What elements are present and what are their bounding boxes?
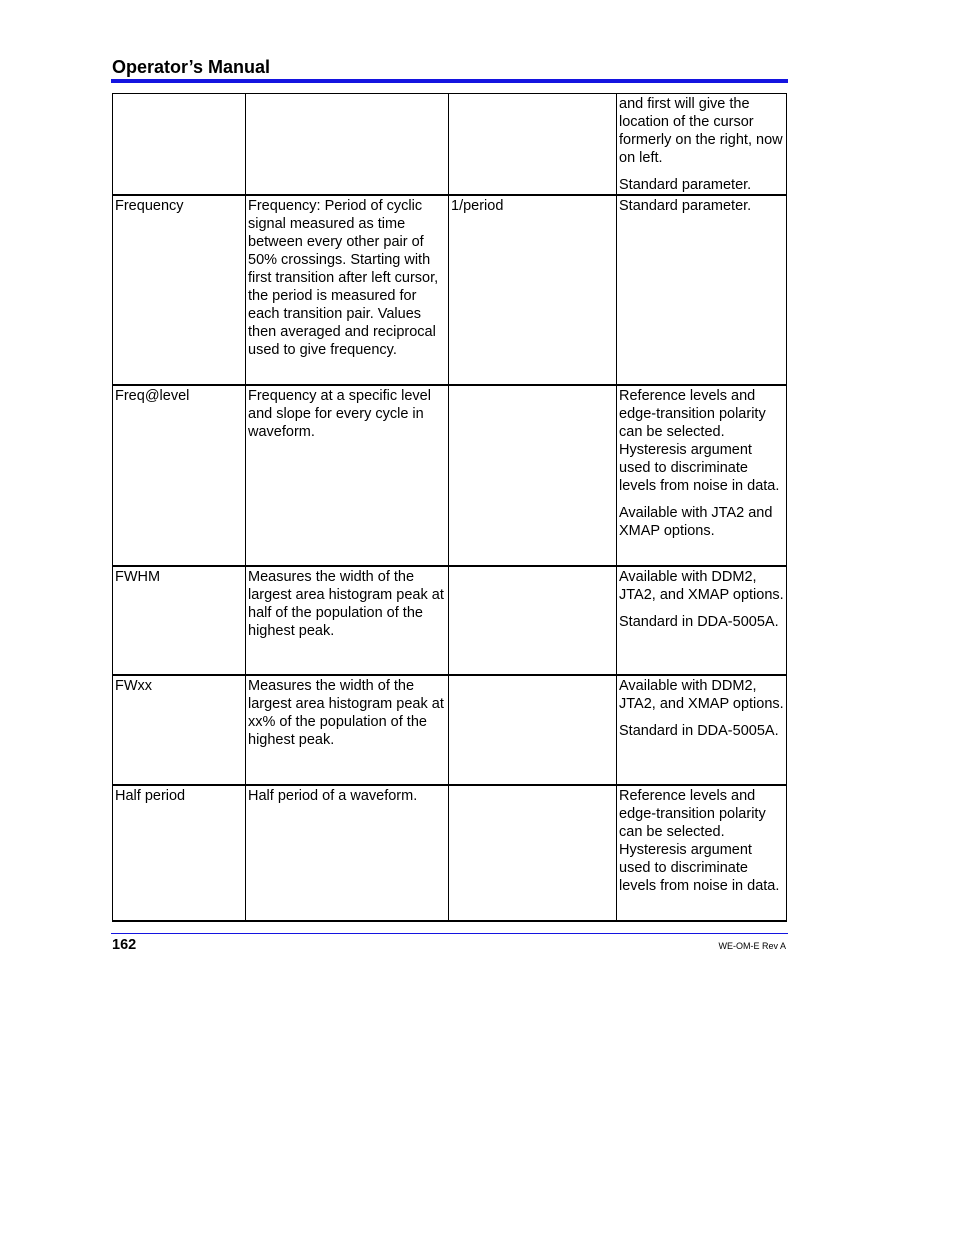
parameter-description: Half period of a waveform.	[248, 788, 418, 804]
parameter-name: Freq@level	[115, 388, 190, 404]
parameter-description-cell	[246, 785, 449, 921]
parameter-name-cell	[113, 195, 246, 385]
parameter-note: Available with DDM2, JTA2, and XMAP options.	[619, 678, 784, 712]
page-header-title: Operator’s Manual	[112, 57, 271, 77]
parameter-units-cell	[449, 385, 617, 566]
parameter-note: Available with DDM2, JTA2, and XMAP options.	[619, 569, 784, 603]
parameter-description: Measures the width of the largest area histogram peak at half of the population of the highest peak.	[248, 569, 444, 639]
parameter-note: Standard in DDA-5005A.	[619, 723, 779, 739]
parameter-notes-cell	[617, 385, 787, 566]
parameter-units-cell	[449, 94, 617, 196]
parameter-units-cell	[449, 675, 617, 785]
parameter-name-cell	[113, 785, 246, 921]
page-number: 162	[112, 937, 137, 953]
parameter-units-cell	[449, 785, 617, 921]
parameter-notes-cell	[617, 566, 787, 675]
parameter-table-body	[113, 94, 787, 922]
parameter-description-cell	[246, 675, 449, 785]
parameter-note: and first will give the location of the cursor formerly on the right, now on left.	[619, 96, 783, 166]
parameter-note: Standard parameter.	[619, 177, 752, 193]
parameter-description: Frequency: Period of cyclic signal measured as time between every other pair of 50% crossings. Starting with first transition after left cursor, the period is measured for each transition pair. Values then averaged and reciprocal used to give frequency.	[248, 198, 439, 358]
table-row	[113, 385, 787, 566]
parameter-name: Frequency	[115, 198, 184, 214]
parameter-description: Measures the width of the largest area histogram peak at xx% of the population of the highest peak.	[248, 678, 444, 748]
document-id: WE-OM-E Rev A	[718, 941, 786, 951]
parameter-note: Available with JTA2 and XMAP options.	[619, 505, 773, 539]
parameter-description-cell	[246, 385, 449, 566]
parameter-notes-cell	[617, 195, 787, 385]
table-row	[113, 566, 787, 675]
parameter-description: Frequency at a specific level and slope for every cycle in waveform.	[248, 388, 431, 440]
parameter-units-cell	[449, 195, 617, 385]
table-row	[113, 785, 787, 921]
parameter-notes-cell	[617, 94, 787, 196]
table-row	[113, 94, 787, 196]
table-row	[113, 195, 787, 385]
header-rule	[111, 79, 788, 83]
parameter-units: 1/period	[451, 198, 504, 214]
parameter-units-cell	[449, 566, 617, 675]
parameter-name: Half period	[115, 788, 186, 804]
parameter-note: Standard parameter.	[619, 198, 752, 214]
parameter-note: Reference levels and edge-transition polarity can be selected. Hysteresis argument used to discriminate levels from noise in data.	[619, 388, 780, 494]
parameter-notes-cell	[617, 785, 787, 921]
table-row	[113, 675, 787, 785]
parameter-description-cell	[246, 566, 449, 675]
parameter-note: Standard in DDA-5005A.	[619, 614, 779, 630]
parameter-name-cell	[113, 675, 246, 785]
parameter-name: FWHM	[115, 569, 161, 585]
footer-rule	[111, 933, 788, 934]
parameter-name-cell	[113, 566, 246, 675]
parameter-description-cell	[246, 94, 449, 196]
parameter-table	[112, 93, 787, 922]
parameter-name-cell	[113, 385, 246, 566]
parameter-note: Reference levels and edge-transition polarity can be selected. Hysteresis argument used to discriminate levels from noise in data.	[619, 788, 780, 894]
parameter-name: FWxx	[115, 678, 153, 694]
parameter-notes-cell	[617, 675, 787, 785]
parameter-name-cell	[113, 94, 246, 196]
parameter-description-cell	[246, 195, 449, 385]
